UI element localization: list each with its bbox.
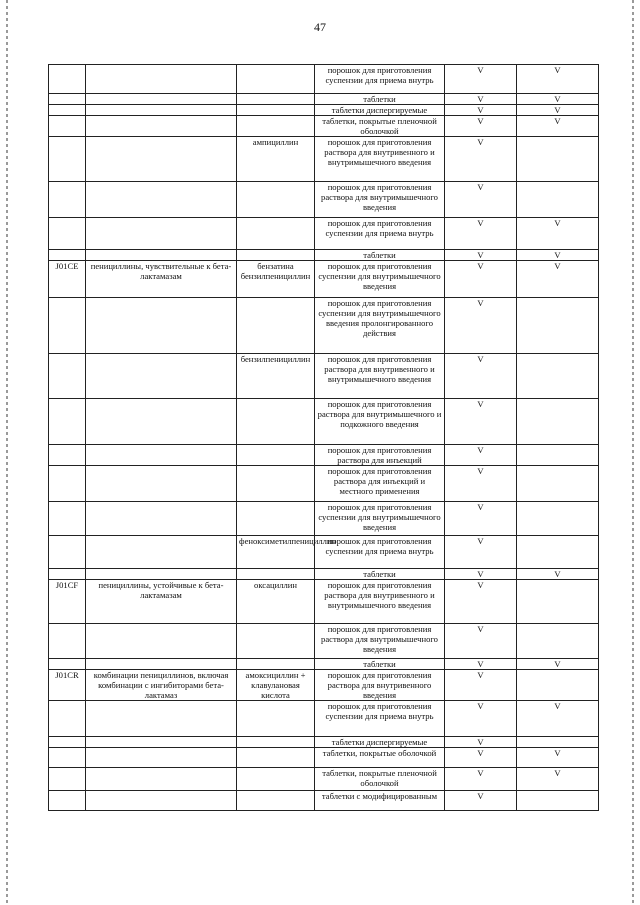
dosage-form-cell: таблетки диспергируемые xyxy=(315,105,445,116)
atc-code-cell xyxy=(49,748,86,768)
atc-code-cell xyxy=(49,218,86,250)
atc-code-cell xyxy=(49,659,86,670)
mark-column-2-cell xyxy=(517,399,599,445)
atc-code-cell xyxy=(49,536,86,569)
mark-column-2-cell: V xyxy=(517,65,599,94)
mark-column-1-cell: V xyxy=(445,701,517,737)
drug-group-cell xyxy=(86,116,237,137)
dosage-form-cell: порошок для приготовления раствора для внутримышечного введения xyxy=(315,182,445,218)
table-row xyxy=(49,748,599,768)
mark-column-1-cell: V xyxy=(445,748,517,768)
substance-cell xyxy=(237,624,315,659)
table-row xyxy=(49,536,599,569)
dosage-form-cell: порошок для приготовления суспензии для приема внутрь xyxy=(315,701,445,737)
table-row xyxy=(49,298,599,354)
mark-column-2-cell: V xyxy=(517,250,599,261)
mark-column-1-cell: V xyxy=(445,791,517,811)
table-row xyxy=(49,399,599,445)
table-row xyxy=(49,791,599,811)
mark-column-2-cell xyxy=(517,670,599,701)
dosage-form-cell: таблетки xyxy=(315,94,445,105)
substance-cell xyxy=(237,737,315,748)
drug-group-cell xyxy=(86,94,237,105)
atc-code-cell xyxy=(49,791,86,811)
atc-code-cell: J01CE xyxy=(49,261,86,298)
mark-column-1-cell: V xyxy=(445,768,517,791)
mark-column-2-cell: V xyxy=(517,569,599,580)
dosage-form-cell: порошок для приготовления раствора для внутривенного и внутримышечного введения xyxy=(315,580,445,624)
dosage-form-cell: порошок для приготовления раствора для инъекций xyxy=(315,445,445,466)
atc-code-cell xyxy=(49,182,86,218)
mark-column-2-cell xyxy=(517,137,599,182)
drug-group-cell xyxy=(86,569,237,580)
mark-column-1-cell: V xyxy=(445,116,517,137)
drug-group-cell xyxy=(86,250,237,261)
mark-column-2-cell: V xyxy=(517,105,599,116)
table-row xyxy=(49,768,599,791)
atc-code-cell xyxy=(49,94,86,105)
dosage-form-cell: таблетки xyxy=(315,569,445,580)
substance-cell xyxy=(237,748,315,768)
mark-column-1-cell: V xyxy=(445,250,517,261)
substance-cell: бензатина бензилпенициллин xyxy=(237,261,315,298)
drug-group-cell xyxy=(86,298,237,354)
mark-column-1-cell: V xyxy=(445,298,517,354)
substance-cell xyxy=(237,502,315,536)
drug-group-cell xyxy=(86,466,237,502)
table-row xyxy=(49,250,599,261)
dosage-form-cell: порошок для приготовления раствора для внутривенного и внутримышечного введения xyxy=(315,354,445,399)
mark-column-2-cell xyxy=(517,182,599,218)
drug-group-cell: комбинации пенициллинов, включая комбинации с ингибиторами бета-лактамаз xyxy=(86,670,237,701)
substance-cell xyxy=(237,569,315,580)
dosage-form-cell: порошок для приготовления раствора для внутримышечного и подкожного введения xyxy=(315,399,445,445)
substance-cell xyxy=(237,116,315,137)
mark-column-2-cell xyxy=(517,737,599,748)
drug-group-cell xyxy=(86,701,237,737)
dosage-form-cell: таблетки xyxy=(315,659,445,670)
mark-column-2-cell: V xyxy=(517,659,599,670)
mark-column-2-cell xyxy=(517,298,599,354)
atc-code-cell xyxy=(49,737,86,748)
dosage-form-cell: таблетки с модифицированным xyxy=(315,791,445,811)
drug-group-cell xyxy=(86,536,237,569)
drug-group-cell xyxy=(86,182,237,218)
drug-group-cell xyxy=(86,791,237,811)
table-row xyxy=(49,670,599,701)
mark-column-2-cell: V xyxy=(517,261,599,298)
dosage-form-cell: таблетки xyxy=(315,250,445,261)
table-row xyxy=(49,445,599,466)
substance-cell: амоксициллин + клавулановая кислота xyxy=(237,670,315,701)
substance-cell: оксациллин xyxy=(237,580,315,624)
drug-group-cell xyxy=(86,502,237,536)
drug-group-cell xyxy=(86,137,237,182)
mark-column-1-cell: V xyxy=(445,502,517,536)
mark-column-1-cell: V xyxy=(445,670,517,701)
dosage-form-cell: таблетки, покрытые пленочной оболочкой xyxy=(315,116,445,137)
drug-group-cell: пенициллины, устойчивые к бета-лактамазам xyxy=(86,580,237,624)
mark-column-2-cell: V xyxy=(517,94,599,105)
drug-table xyxy=(48,64,599,811)
atc-code-cell xyxy=(49,137,86,182)
atc-code-cell xyxy=(49,768,86,791)
substance-cell xyxy=(237,768,315,791)
table-row xyxy=(49,137,599,182)
dosage-form-cell: порошок для приготовления раствора для внутримышечного введения xyxy=(315,624,445,659)
mark-column-1-cell: V xyxy=(445,94,517,105)
substance-cell xyxy=(237,701,315,737)
substance-cell xyxy=(237,65,315,94)
mark-column-2-cell: V xyxy=(517,116,599,137)
mark-column-1-cell: V xyxy=(445,624,517,659)
mark-column-1-cell: V xyxy=(445,105,517,116)
drug-group-cell xyxy=(86,65,237,94)
table-row xyxy=(49,354,599,399)
mark-column-2-cell: V xyxy=(517,218,599,250)
dosage-form-cell: таблетки диспергируемые xyxy=(315,737,445,748)
substance-cell xyxy=(237,466,315,502)
atc-code-cell xyxy=(49,65,86,94)
mark-column-1-cell: V xyxy=(445,182,517,218)
atc-code-cell: J01CR xyxy=(49,670,86,701)
drug-group-cell xyxy=(86,354,237,399)
substance-cell: бензилпенициллин xyxy=(237,354,315,399)
table-row xyxy=(49,659,599,670)
dosage-form-cell: порошок для приготовления суспензии для приема внутрь xyxy=(315,218,445,250)
dosage-form-cell: порошок для приготовления раствора для инъекций и местного применения xyxy=(315,466,445,502)
mark-column-1-cell: V xyxy=(445,65,517,94)
mark-column-1-cell: V xyxy=(445,399,517,445)
table-row xyxy=(49,569,599,580)
substance-cell xyxy=(237,94,315,105)
mark-column-1-cell: V xyxy=(445,569,517,580)
dosage-form-cell: порошок для приготовления суспензии для внутримышечного введения xyxy=(315,261,445,298)
drug-group-cell xyxy=(86,399,237,445)
atc-code-cell xyxy=(49,502,86,536)
mark-column-1-cell: V xyxy=(445,536,517,569)
mark-column-1-cell: V xyxy=(445,137,517,182)
mark-column-1-cell: V xyxy=(445,354,517,399)
table-row xyxy=(49,218,599,250)
drug-group-cell xyxy=(86,445,237,466)
mark-column-2-cell xyxy=(517,466,599,502)
substance-cell xyxy=(237,791,315,811)
mark-column-2-cell: V xyxy=(517,768,599,791)
mark-column-1-cell: V xyxy=(445,218,517,250)
atc-code-cell xyxy=(49,624,86,659)
mark-column-2-cell xyxy=(517,445,599,466)
mark-column-1-cell: V xyxy=(445,580,517,624)
dosage-form-cell: порошок для приготовления раствора для внутривенного введения xyxy=(315,670,445,701)
table-row xyxy=(49,737,599,748)
scan-edge-right xyxy=(632,0,634,905)
drug-group-cell xyxy=(86,105,237,116)
page-number: 47 xyxy=(314,20,326,34)
mark-column-2-cell xyxy=(517,354,599,399)
mark-column-2-cell: V xyxy=(517,748,599,768)
atc-code-cell xyxy=(49,445,86,466)
table-row xyxy=(49,624,599,659)
mark-column-2-cell: V xyxy=(517,701,599,737)
substance-cell xyxy=(237,250,315,261)
mark-column-1-cell: V xyxy=(445,261,517,298)
drug-group-cell xyxy=(86,659,237,670)
substance-cell xyxy=(237,298,315,354)
dosage-form-cell: порошок для приготовления суспензии для приема внутрь xyxy=(315,65,445,94)
atc-code-cell xyxy=(49,298,86,354)
table-row xyxy=(49,116,599,137)
mark-column-2-cell xyxy=(517,580,599,624)
dosage-form-cell: порошок для приготовления раствора для внутривенного и внутримышечного введения xyxy=(315,137,445,182)
dosage-form-cell: порошок для приготовления суспензии для внутримышечного введения пролонгированного действия xyxy=(315,298,445,354)
table-row xyxy=(49,182,599,218)
mark-column-2-cell xyxy=(517,791,599,811)
drug-group-cell: пенициллины, чувствительные к бета-лактамазам xyxy=(86,261,237,298)
substance-cell: ампициллин xyxy=(237,137,315,182)
table-row xyxy=(49,502,599,536)
drug-group-cell xyxy=(86,748,237,768)
atc-code-cell xyxy=(49,250,86,261)
substance-cell xyxy=(237,399,315,445)
drug-group-cell xyxy=(86,218,237,250)
atc-code-cell xyxy=(49,354,86,399)
mark-column-2-cell xyxy=(517,502,599,536)
substance-cell: феноксиметилпенициллин xyxy=(237,536,315,569)
table-row xyxy=(49,105,599,116)
atc-code-cell xyxy=(49,569,86,580)
atc-code-cell xyxy=(49,116,86,137)
drug-group-cell xyxy=(86,624,237,659)
substance-cell xyxy=(237,182,315,218)
scan-edge-left xyxy=(6,0,8,905)
table-row xyxy=(49,261,599,298)
atc-code-cell xyxy=(49,399,86,445)
atc-code-cell xyxy=(49,105,86,116)
mark-column-1-cell: V xyxy=(445,737,517,748)
mark-column-2-cell xyxy=(517,624,599,659)
mark-column-1-cell: V xyxy=(445,466,517,502)
drug-group-cell xyxy=(86,737,237,748)
mark-column-1-cell: V xyxy=(445,659,517,670)
mark-column-1-cell: V xyxy=(445,445,517,466)
dosage-form-cell: таблетки, покрытые оболочкой xyxy=(315,748,445,768)
drug-group-cell xyxy=(86,768,237,791)
substance-cell xyxy=(237,105,315,116)
atc-code-cell xyxy=(49,701,86,737)
table-row xyxy=(49,466,599,502)
dosage-form-cell: таблетки, покрытые пленочной оболочкой xyxy=(315,768,445,791)
atc-code-cell: J01CF xyxy=(49,580,86,624)
dosage-form-cell: порошок для приготовления суспензии для приема внутрь xyxy=(315,536,445,569)
mark-column-2-cell xyxy=(517,536,599,569)
table-row xyxy=(49,580,599,624)
substance-cell xyxy=(237,445,315,466)
substance-cell xyxy=(237,659,315,670)
table-row xyxy=(49,701,599,737)
table-body xyxy=(49,65,599,811)
dosage-form-cell: порошок для приготовления суспензии для внутримышечного введения xyxy=(315,502,445,536)
table-row xyxy=(49,65,599,94)
substance-cell xyxy=(237,218,315,250)
table-row xyxy=(49,94,599,105)
atc-code-cell xyxy=(49,466,86,502)
